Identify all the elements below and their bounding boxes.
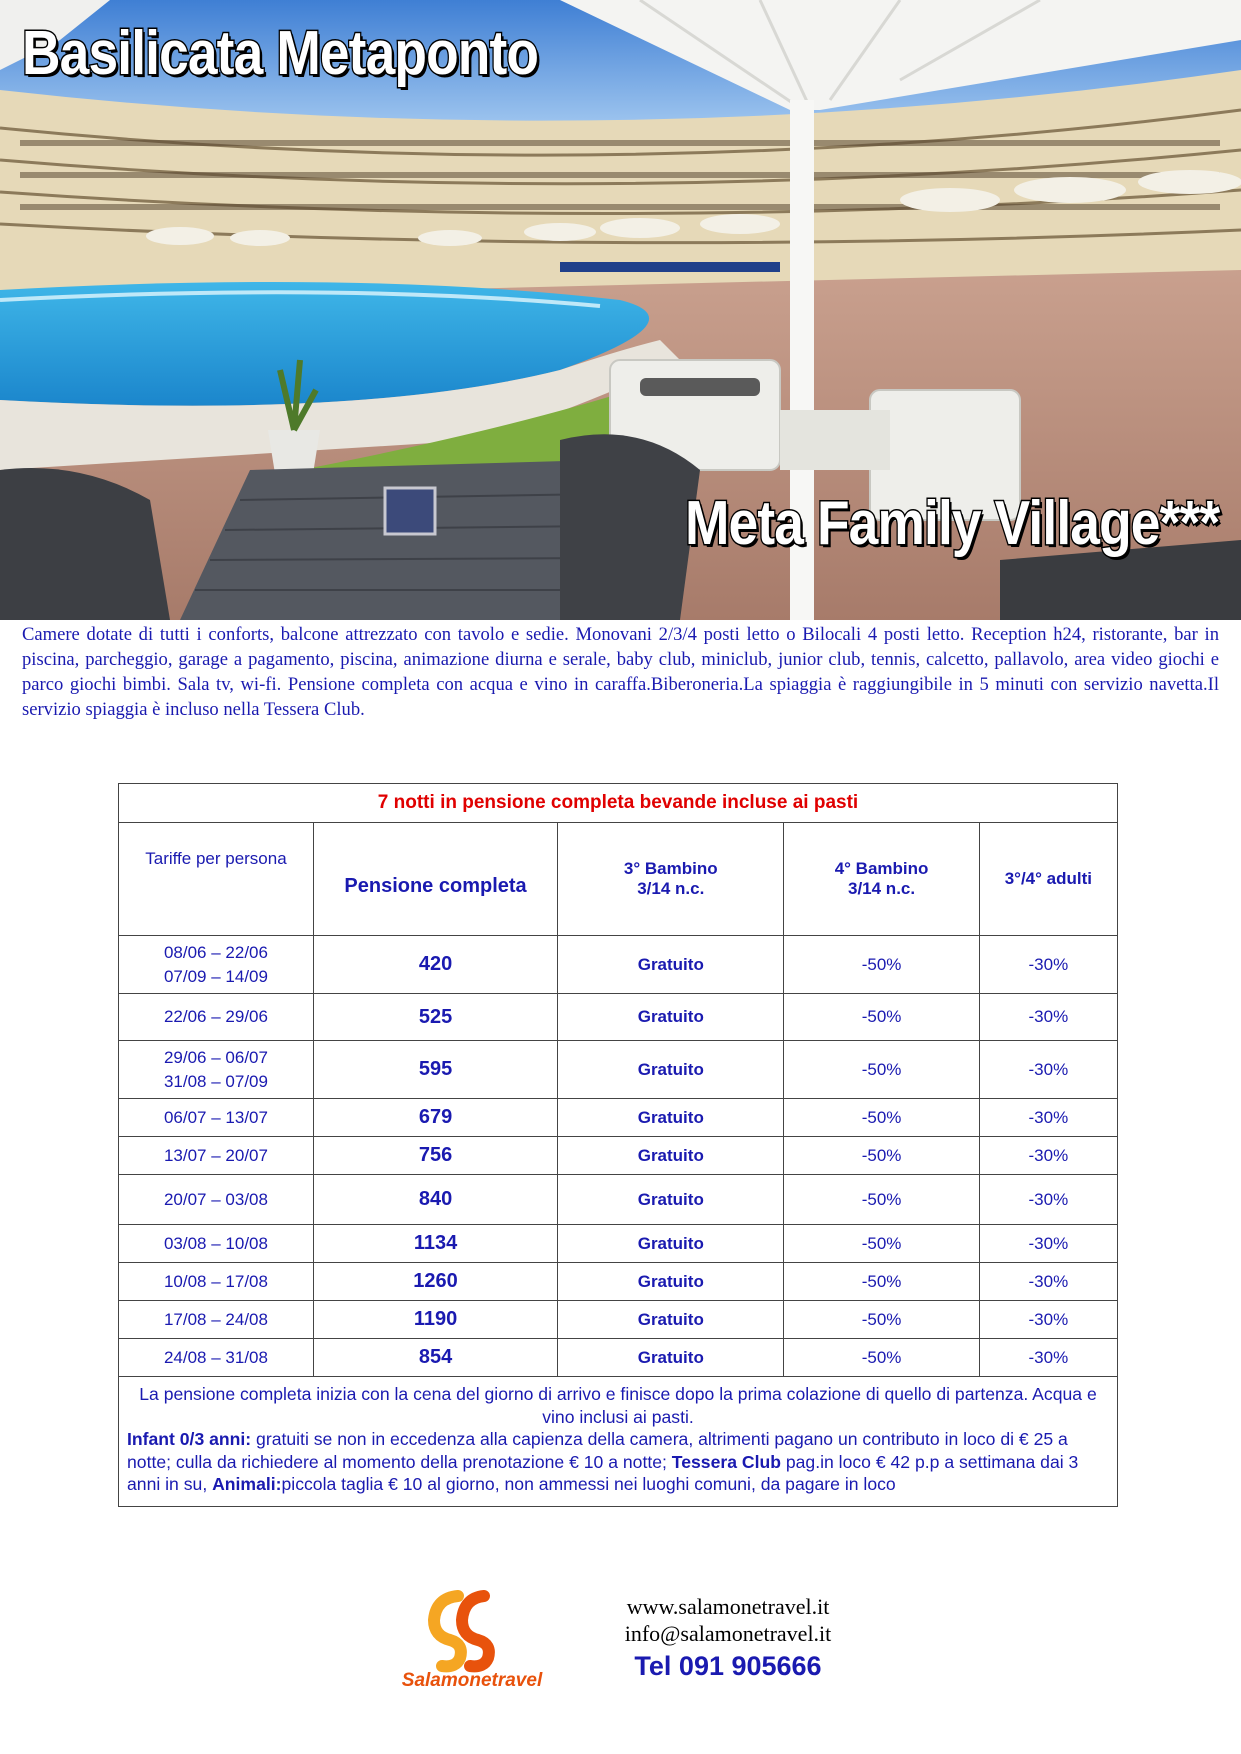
adults-cell: -30% [979,1041,1117,1099]
header-adults: 3°/4° adulti [979,823,1117,936]
period-date: 07/09 – 14/09 [163,966,268,986]
table-row [119,1339,1118,1377]
header-rates: Tariffe per persona [119,823,314,936]
price-cell: 1260 [313,1263,557,1301]
table-row [119,1301,1118,1339]
pets-text: piccola taglia € 10 al giorno, non ammessi nei luoghi comuni, da pagare in loco [281,1474,896,1494]
table-row [119,1137,1118,1175]
club-text: pag.in loco € 42 p.p a settimana dai 3 anni in su, [127,1451,1079,1494]
header-fourth-child [784,823,979,936]
fourth-child-cell: -50% [784,1301,979,1339]
hero-title: Basilicata Metaponto [22,19,539,88]
price-cell: 840 [313,1175,557,1225]
header-third-child-age: 3/14 n.c. [637,879,705,898]
period-cell [119,1301,314,1339]
table-row [119,1175,1118,1225]
price-cell: 679 [313,1099,557,1137]
adults-cell: -30% [979,1339,1117,1377]
adults-cell: -30% [979,1225,1117,1263]
adults-cell: -30% [979,1137,1117,1175]
table-header-row [119,823,1118,936]
fourth-child-cell: -50% [784,1225,979,1263]
price-cell: 595 [313,1041,557,1099]
period-date: 31/08 – 07/09 [163,1071,268,1091]
third-child-cell: Gratuito [558,994,784,1041]
table-row [119,1099,1118,1137]
period-cell [119,1263,314,1301]
period-date: 08/06 – 22/06 [163,942,268,962]
table-row [119,1041,1118,1099]
table-notes-row [119,1377,1118,1507]
fourth-child-cell: -50% [784,936,979,994]
period-cell [119,936,314,994]
email-link[interactable]: info@salamonetravel.it [624,1621,832,1646]
extra-notes [127,1428,1109,1496]
third-child-cell: Gratuito [558,1137,784,1175]
phone-number[interactable]: Tel 091 905666 [634,1651,822,1681]
price-cell: 756 [313,1137,557,1175]
third-child-cell: Gratuito [558,1263,784,1301]
header-fourth-child-label: 4° Bambino [834,859,929,878]
period-date: 17/08 – 24/08 [163,1309,268,1329]
price-cell: 525 [313,994,557,1041]
hotel-name: Meta Family Village*** [684,489,1219,558]
adults-cell: -30% [979,994,1117,1041]
contact-block [560,1593,896,1682]
header-third-child-label: 3° Bambino [623,859,718,878]
period-date: 10/08 – 17/08 [163,1271,268,1291]
fourth-child-cell: -50% [784,1137,979,1175]
infant-text: gratuiti se non in eccedenza alla capienza della camera, altrimenti pagano un contributo in loco di € 25 a notte; culla da richiedere al momento della prenotazione € 10 a notte; [127,1429,1068,1472]
third-child-cell: Gratuito [558,1175,784,1225]
fourth-child-cell: -50% [784,1041,979,1099]
table-row [119,936,1118,994]
club-label: Tessera Club [671,1451,781,1472]
period-date: 13/07 – 20/07 [163,1145,268,1165]
header-third-child [558,823,784,936]
table-row [119,994,1118,1041]
fourth-child-cell: -50% [784,1175,979,1225]
period-cell [119,1175,314,1225]
period-date: 20/07 – 03/08 [163,1189,268,1209]
period-cell [119,1099,314,1137]
third-child-cell: Gratuito [558,1099,784,1137]
pets-label: Animali: [212,1474,282,1494]
third-child-cell: Gratuito [558,1041,784,1099]
fourth-child-cell: -50% [784,1099,979,1137]
adults-cell: -30% [979,1099,1117,1137]
period-date: 06/07 – 13/07 [163,1107,268,1127]
table-row [119,1225,1118,1263]
price-cell: 420 [313,936,557,994]
price-cell: 854 [313,1339,557,1377]
adults-cell: -30% [979,1263,1117,1301]
period-date: 22/06 – 29/06 [163,1007,268,1026]
period-date: 03/08 – 10/08 [163,1233,268,1253]
price-table [118,783,1118,1507]
third-child-cell: Gratuito [558,1301,784,1339]
third-child-cell: Gratuito [558,936,784,994]
hotel-description: Camere dotate di tutti i conforts, balcone attrezzato con tavolo e sedie. Monovani 2/3/4 posti letto o Bilocali 4 posti letto. Reception h24, ristorante, bar in piscina, parcheggio, garage a pagamento, piscina, animazione diurna e serale, baby club, miniclub, junior club, tennis, calcetto, pallavolo, area video giochi e parco giochi bimbi. Sala tv, wi-fi. Pensione completa con acqua e vino in caraffa.Biberoneria.La spiaggia è raggiungibile in 5 minuti con servizio navetta.Il servizio spiaggia è incluso nella Tessera Club. [22,624,1219,720]
period-cell [119,1225,314,1263]
price-cell: 1134 [313,1225,557,1263]
third-child-cell: Gratuito [558,1225,784,1263]
fourth-child-cell: -50% [784,1339,979,1377]
period-cell [119,1339,314,1377]
period-date: 24/08 – 31/08 [163,1347,268,1367]
period-cell [119,1137,314,1175]
price-cell: 1190 [313,1301,557,1339]
fourth-child-cell: -50% [784,1263,979,1301]
table-notes [119,1377,1118,1507]
website-link[interactable]: www.salamonetravel.it [626,1594,830,1619]
salamone-travel-logo [384,1590,560,1690]
table-row [119,1263,1118,1301]
logo-text: Salamonetravel [401,1670,543,1690]
period-cell [119,994,314,1041]
period-date: 29/06 – 06/07 [163,1047,268,1067]
table-caption: 7 notti in pensione completa bevande incluse ai pasti [119,784,1118,823]
logo-mark-icon [384,1590,560,1690]
adults-cell: -30% [979,1175,1117,1225]
table-caption-row [119,784,1118,823]
infant-label: Infant 0/3 anni: [127,1429,252,1449]
third-child-cell: Gratuito [558,1339,784,1377]
pension-note: La pensione completa inizia con la cena del giorno di arrivo e finisce dopo la prima colazione di quello di partenza. Acqua e vino inclusi ai pasti. [139,1384,1097,1427]
adults-cell: -30% [979,1301,1117,1339]
adults-cell: -30% [979,936,1117,994]
period-cell [119,1041,314,1099]
header-fourth-child-age: 3/14 n.c. [848,879,916,898]
fourth-child-cell: -50% [784,994,979,1041]
hero-photo [0,0,1241,620]
header-pension: Pensione completa [313,823,557,936]
